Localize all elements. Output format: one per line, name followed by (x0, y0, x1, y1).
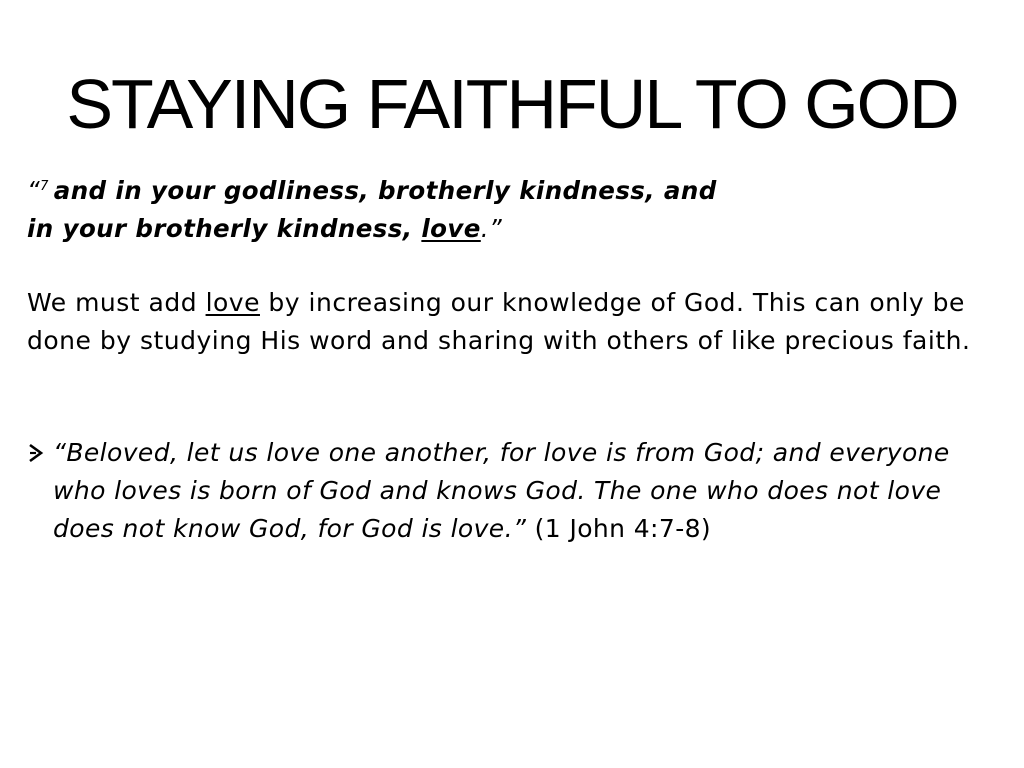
verse-close-quote: .” (480, 214, 503, 243)
verse-line-2: in your brotherly kindness, (27, 214, 422, 243)
scripture-reference: (1 John 4:7-8) (526, 514, 712, 543)
verse-line-1: and in your godliness, brotherly kindness, and (53, 176, 717, 205)
scripture-quote: “Beloved, let us love one another, for love is from God; and everyone who loves is born of God and knows God. The one who does not love does not know God, for God is love.” (53, 438, 950, 543)
verse-number: 7 (40, 179, 49, 194)
verse-quote (27, 172, 997, 248)
paragraph-text-after: by increasing our knowledge of God. This can only be done by studying His word and sharing with others of like precious faith. (27, 288, 971, 355)
verse-emphasis-love: love (421, 214, 481, 243)
paragraph-emphasis-love: love (205, 288, 260, 317)
body-paragraph (27, 284, 1002, 360)
paragraph-text-before: We must add (27, 288, 206, 317)
verse-open-quote: “ (27, 176, 41, 205)
arrow-bullet-icon (25, 434, 53, 472)
bullet-item (25, 434, 1010, 548)
slide-title: STAYING FAITHFUL TO GOD (66, 65, 958, 143)
bullet-text (53, 434, 1010, 548)
